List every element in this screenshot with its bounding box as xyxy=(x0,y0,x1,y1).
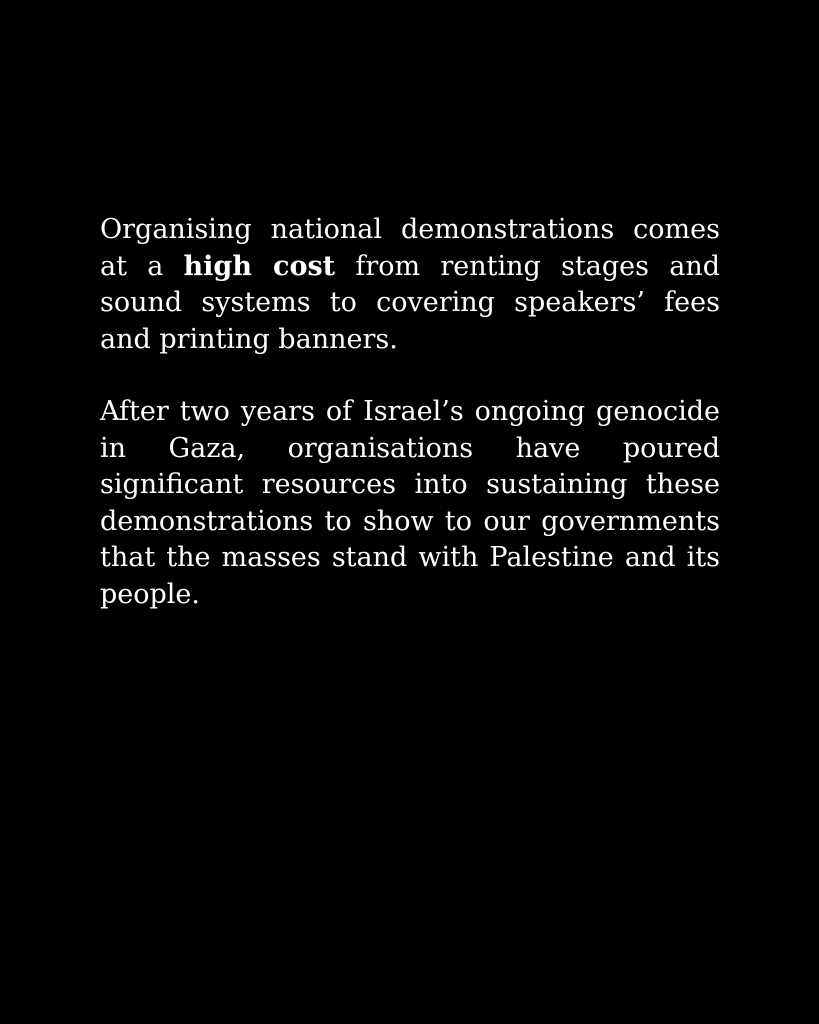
paragraph-cost-lead: Organising national demonstrations comes at a xyxy=(100,214,720,282)
body-text xyxy=(100,212,720,613)
paragraph-cost xyxy=(100,212,720,358)
paragraph-cost-tail: from renting stages and sound systems to covering speakers’ fees and printing banners. xyxy=(100,250,721,355)
paragraph-resources: After two years of Israel’s ongoing genocide in Gaza, organisations have poured significant resources into sustaining these demonstrations to show to our governments that the masses stand with Palestine and its people. xyxy=(100,396,720,610)
high-cost-emphasis: high cost xyxy=(183,250,336,282)
